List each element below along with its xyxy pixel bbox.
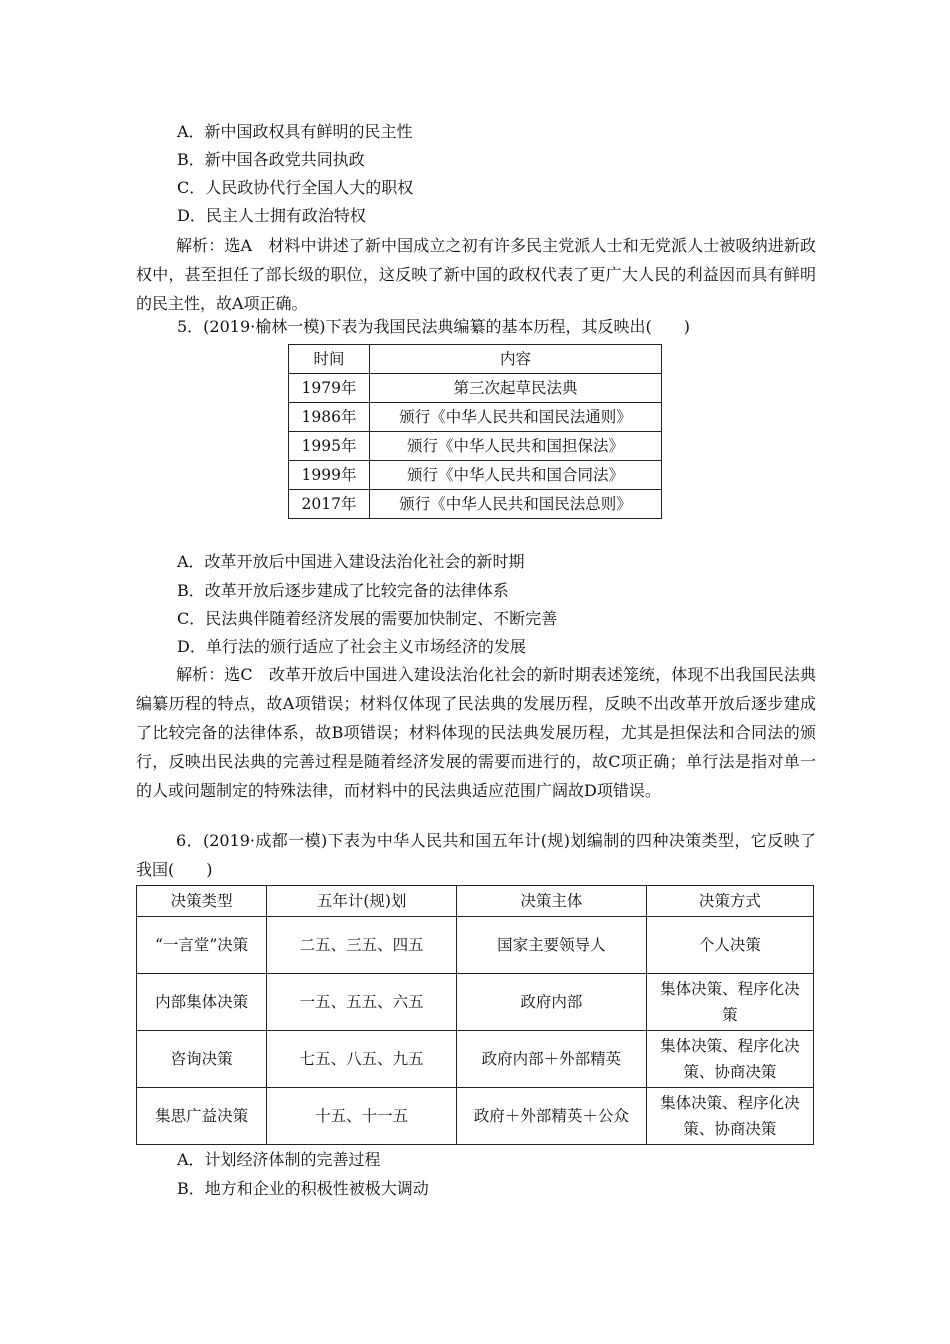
table-cell: 个人决策 (646, 917, 813, 974)
table-row (137, 974, 814, 1031)
table-cell: “一言堂”决策 (137, 917, 267, 974)
table-header-cell: 内容 (370, 345, 662, 374)
q4-option-c: C．人民政协代行全国人大的职权 (177, 178, 414, 197)
table-cell: 2017年 (289, 490, 370, 519)
table-header-row (137, 886, 814, 917)
q4-option-a: A．新中国政权具有鲜明的民主性 (177, 122, 413, 141)
q5-stem: 5．(2019·榆林一模)下表为我国民法典编纂的基本历程，其反映出( ) (177, 317, 690, 336)
table-header-row (289, 345, 662, 374)
table-cell: 集体决策、程序化决策 (646, 974, 813, 1031)
table-cell: 集体决策、程序化决策、协商决策 (646, 1031, 813, 1088)
q5-option-a: A．改革开放后中国进入建设法治化社会的新时期 (177, 552, 525, 571)
table-cell: 二五、三五、四五 (267, 917, 457, 974)
q4-analysis: 解析：选A 材料中讲述了新中国成立之初有许多民主党派人士和无党派人士被吸纳进新政权中，甚至担任了部长级的职位，这反映了新中国的政权代表了更广大人民的利益因而具有鲜明的民主性，故A项正确。 (136, 236, 816, 313)
table-cell: 咨询决策 (137, 1031, 267, 1088)
table-cell: 内部集体决策 (137, 974, 267, 1031)
table-cell: 七五、八五、九五 (267, 1031, 457, 1088)
table-row (137, 1031, 814, 1088)
table-cell: 一五、五五、六五 (267, 974, 457, 1031)
table-cell: 1979年 (289, 374, 370, 403)
table-row (289, 374, 662, 403)
table-cell: 国家主要领导人 (457, 917, 647, 974)
table-header-cell: 五年计(规)划 (267, 886, 457, 917)
q5-option-b: B．改革开放后逐步建成了比较完备的法律体系 (177, 581, 509, 600)
table-row (137, 917, 814, 974)
table-cell: 政府＋外部精英＋公众 (457, 1088, 647, 1145)
q6-stem: 6．(2019·成都一模)下表为中华人民共和国五年计(规)划编制的四种决策类型，它反映了我国( ) (136, 831, 816, 879)
q5-option-d: D．单行法的颁行适应了社会主义市场经济的发展 (177, 637, 526, 656)
table-cell: 颁行《中华人民共和国民法总则》 (370, 490, 662, 519)
table-cell: 1986年 (289, 403, 370, 432)
table-row (289, 461, 662, 490)
q6-option-a: A．计划经济体制的完善过程 (177, 1150, 381, 1169)
table-header-cell: 决策主体 (457, 886, 647, 917)
table-cell: 第三次起草民法典 (370, 374, 662, 403)
q5-table (288, 344, 662, 519)
table-header-cell: 时间 (289, 345, 370, 374)
table-cell: 集体决策、程序化决策、协商决策 (646, 1088, 813, 1145)
table-header-cell: 决策方式 (646, 886, 813, 917)
table-row (289, 490, 662, 519)
table-cell: 政府内部＋外部精英 (457, 1031, 647, 1088)
table-row (289, 403, 662, 432)
q5-analysis: 解析：选C 改革开放后中国进入建设法治化社会的新时期表述笼统，体现不出我国民法典编纂历程的特点，故A项错误；材料仅体现了民法典的发展历程，反映不出改革开放后逐步建成了比较完备的法律体系，故B项错误；材料体现的民法典发展历程，尤其是担保法和合同法的颁行，反映出民法典的完善过程是随着经济发展的需要而进行的，故C项正确；单行法是指对单一的人或问题制定的特殊法律，而材料中的民法典适应范围广阔故D项错误。 (136, 665, 816, 800)
q6-option-b: B．地方和企业的积极性被极大调动 (177, 1179, 429, 1198)
table-cell: 颁行《中华人民共和国民法通则》 (370, 403, 662, 432)
q4-option-d: D．民主人士拥有政治特权 (177, 206, 366, 225)
table-cell: 十五、十一五 (267, 1088, 457, 1145)
table-cell: 政府内部 (457, 974, 647, 1031)
table-cell: 1995年 (289, 432, 370, 461)
q4-option-b: B．新中国各政党共同执政 (177, 150, 365, 169)
table-header-cell: 决策类型 (137, 886, 267, 917)
table-cell: 1999年 (289, 461, 370, 490)
table-row (137, 1088, 814, 1145)
q5-option-c: C．民法典伴随着经济发展的需要加快制定、不断完善 (177, 609, 558, 628)
table-cell: 颁行《中华人民共和国担保法》 (370, 432, 662, 461)
table-cell: 颁行《中华人民共和国合同法》 (370, 461, 662, 490)
table-cell: 集思广益决策 (137, 1088, 267, 1145)
table-row (289, 432, 662, 461)
q6-table (136, 885, 814, 1145)
